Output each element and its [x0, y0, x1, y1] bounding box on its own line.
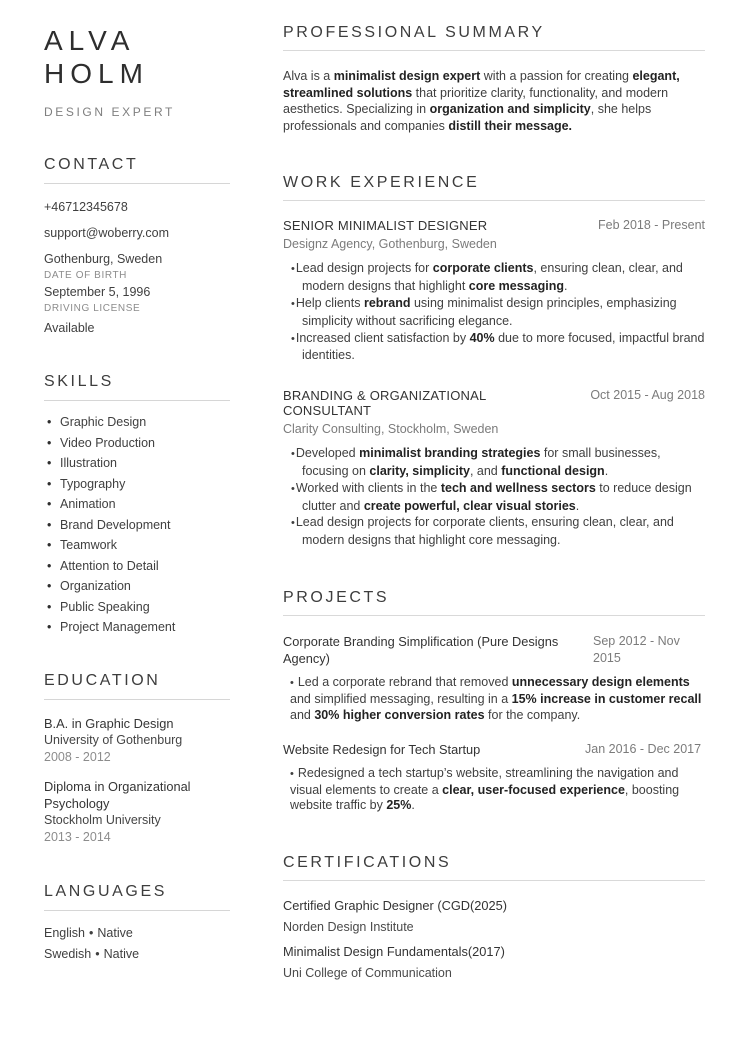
language-name: Swedish	[44, 946, 92, 961]
job-bullets	[283, 260, 705, 364]
section-divider	[44, 910, 230, 911]
skills-section	[44, 373, 230, 635]
summary-section	[283, 24, 705, 134]
certification-entry	[283, 944, 705, 980]
languages-heading: LANGUAGES	[44, 882, 167, 900]
job-bullet: • Increased client satisfaction by 40% due to more focused, impactful brand identities.	[283, 330, 705, 365]
section-divider	[44, 183, 230, 184]
education-heading: EDUCATION	[44, 671, 161, 689]
skill-item: • Public Speaking	[44, 601, 230, 615]
contact-section	[44, 156, 230, 336]
projects-heading: PROJECTS	[283, 588, 390, 606]
skill-item: • Teamwork	[44, 539, 230, 553]
skill-item: • Project Management	[44, 621, 230, 635]
section-divider	[283, 615, 705, 616]
skill-item: • Typography	[44, 478, 230, 492]
section-divider	[283, 50, 705, 51]
certifications-heading: CERTIFICATIONS	[283, 854, 452, 872]
last-name: HOLM	[44, 58, 149, 89]
experience-heading: WORK EXPERIENCE	[283, 174, 480, 192]
right-column	[283, 24, 705, 980]
first-name: ALVA	[44, 25, 136, 56]
job-bullets	[283, 445, 705, 549]
job-company: Designz Agency, Gothenburg, Sweden	[283, 237, 497, 252]
language-item	[44, 926, 230, 940]
language-name: English	[44, 925, 85, 940]
skill-item: • Brand Development	[44, 519, 230, 533]
dob-value: September 5, 1996	[44, 285, 151, 299]
certification-issuer: Norden Design Institute	[283, 920, 414, 935]
contact-phone: +46712345678	[44, 200, 128, 214]
job-entry	[283, 218, 705, 364]
job-entry	[283, 388, 705, 549]
skill-item: • Attention to Detail	[44, 560, 230, 574]
education-degree: Diploma in Organizational Psychology	[44, 778, 191, 811]
summary-text: Alva is a minimalist design expert with a passion for creating elegant, streamlined solutions that prioritize clarity, functionality, and modern aesthetics. Specializing in organization and simplicity, she helps professionals and companies distill their message.	[283, 69, 680, 133]
profile-title: DESIGN EXPERT	[44, 105, 175, 119]
summary-heading: PROFESSIONAL SUMMARY	[283, 24, 545, 41]
certification-name: Minimalist Design Fundamentals(2017)	[283, 944, 505, 960]
experience-section	[283, 174, 705, 549]
language-separator: •	[95, 946, 100, 961]
education-dates: 2008 - 2012	[44, 749, 111, 764]
skill-item: • Animation	[44, 498, 230, 512]
skill-item: • Video Production	[44, 437, 230, 451]
skill-item: • Graphic Design	[44, 416, 230, 430]
education-degree: B.A. in Graphic Design	[44, 715, 174, 731]
education-entry	[44, 715, 230, 766]
contact-heading: CONTACT	[44, 156, 139, 173]
language-separator: •	[89, 925, 94, 940]
certification-entry	[283, 898, 705, 934]
job-dates: Feb 2018 - Present	[597, 218, 705, 233]
project-bullet: • Redesigned a tech startup’s website, streamlining the navigation and visual elements to create a clear, user-focused experience, boosting website traffic by 25%.	[283, 766, 705, 814]
project-dates: Jan 2016 - Dec 2017	[585, 742, 702, 757]
job-bullet: • Lead design projects for corporate clients, ensuring clean, clear, and modern designs that highlight core messaging.	[283, 514, 705, 549]
education-dates: 2013 - 2014	[44, 829, 111, 844]
driving-license-label: DRIVING LICENSE	[44, 303, 141, 314]
skill-item: • Illustration	[44, 457, 230, 471]
job-bullet: • Help clients rebrand using minimalist design principles, emphasizing simplicity without sacrificing elegance.	[283, 295, 705, 330]
language-level: Native	[103, 946, 140, 961]
job-company: Clarity Consulting, Stockholm, Sweden	[283, 422, 499, 437]
languages-section	[44, 883, 230, 961]
left-column	[44, 24, 230, 980]
job-title: SENIOR MINIMALIST DESIGNER	[283, 218, 488, 234]
project-name: Website Redesign for Tech Startup	[283, 742, 481, 758]
certification-name: Certified Graphic Designer (CGD(2025)	[283, 898, 508, 914]
job-dates: Oct 2015 - Aug 2018	[590, 388, 705, 403]
project-dates: Sep 2012 - Nov 2015	[593, 633, 680, 666]
education-section	[44, 672, 230, 846]
driving-license-value: Available	[44, 321, 95, 335]
education-school: Stockholm University	[44, 812, 161, 827]
job-bullet: • Lead design projects for corporate clients, ensuring clean, clear, and modern designs that highlight core messaging.	[283, 260, 705, 295]
job-header	[283, 218, 705, 233]
contact-email: support@woberry.com	[44, 226, 169, 240]
language-item	[44, 947, 230, 961]
project-entry	[283, 633, 705, 723]
section-divider	[44, 400, 230, 401]
section-divider	[44, 699, 230, 700]
projects-section	[283, 589, 705, 814]
education-entry	[44, 778, 230, 846]
project-bullet: • Led a corporate rebrand that removed unnecessary design elements and simplified messaging, resulting in a 15% increase in customer recall and 30% higher conversion rates for the company.	[283, 675, 705, 723]
name-block	[44, 24, 230, 119]
skills-list	[44, 416, 230, 635]
project-header	[283, 741, 705, 759]
job-bullet: • Developed minimalist branding strategies for small businesses, focusing on clarity, simplicity, and functional design.	[283, 445, 705, 480]
section-divider	[283, 880, 705, 881]
job-header	[283, 388, 705, 418]
project-name: Corporate Branding Simplification (Pure Designs Agency)	[283, 633, 559, 667]
project-entry	[283, 741, 705, 814]
skill-item: • Organization	[44, 580, 230, 594]
job-title: BRANDING & ORGANIZATIONAL CONSULTANT	[283, 388, 486, 419]
section-divider	[283, 200, 705, 201]
skills-heading: SKILLS	[44, 373, 114, 390]
project-header	[283, 633, 705, 668]
certification-issuer: Uni College of Communication	[283, 966, 452, 981]
job-bullet: • Worked with clients in the tech and wellness sectors to reduce design clutter and create powerful, clear visual stories.	[283, 480, 705, 515]
certifications-section	[283, 854, 705, 980]
contact-location: Gothenburg, Sweden	[44, 252, 163, 266]
education-school: University of Gothenburg	[44, 732, 183, 747]
language-level: Native	[97, 925, 133, 940]
dob-label: DATE OF BIRTH	[44, 270, 127, 281]
